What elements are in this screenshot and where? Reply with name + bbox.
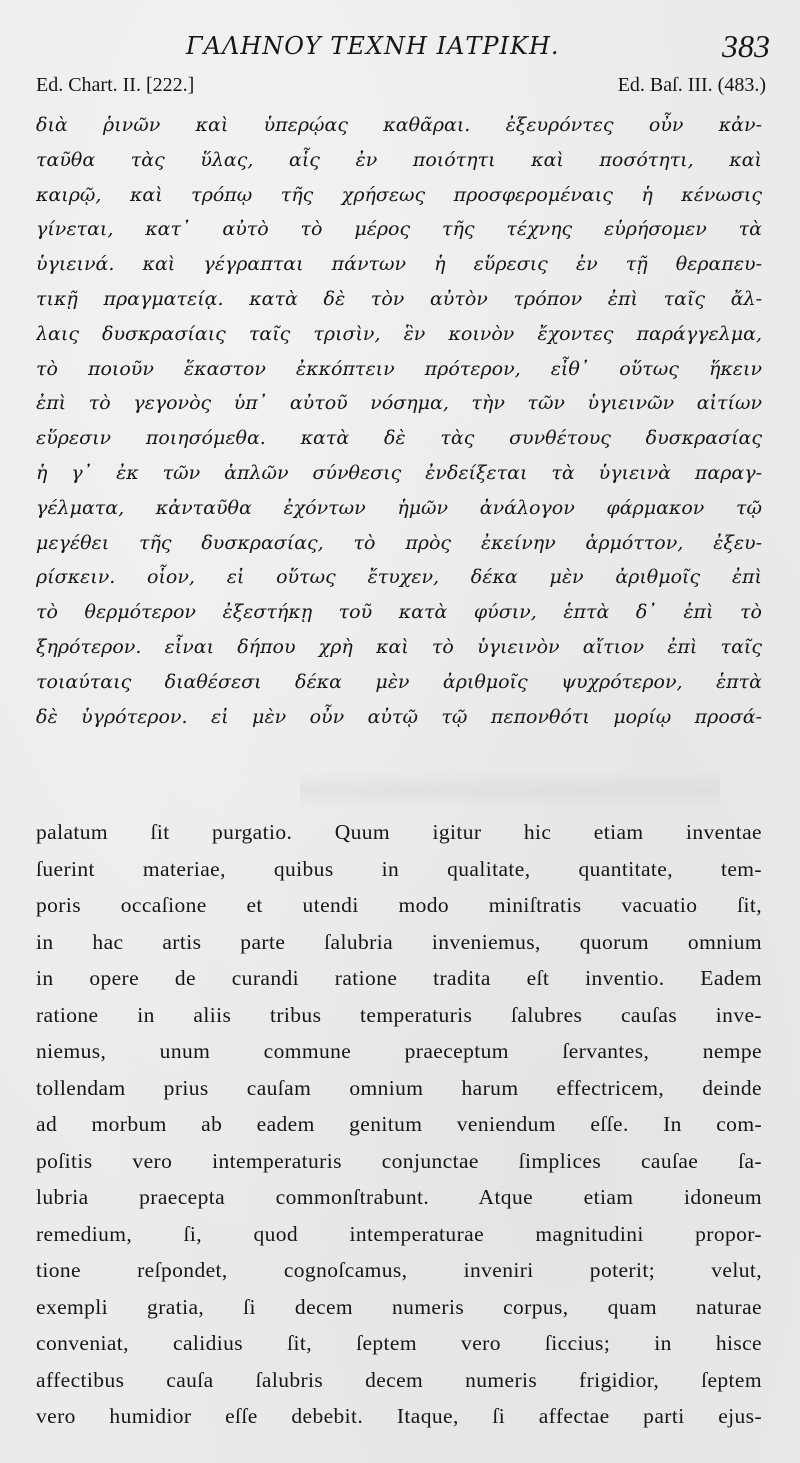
greek-text-line: εὕρεσιν ποιησόμεθα. κατὰ δὲ τὰς συνθέτους δυσκρασίας bbox=[36, 427, 762, 450]
greek-text-line: καιρῷ, καὶ τρόπῳ τῆς χρήσεως προσφερομέναις ἡ κένωσις bbox=[36, 183, 762, 206]
greek-text-line: τὸ θερμότερον ἐξεστήκῃ τοῦ κατὰ φύσιν, ἑπτὰ δ᾽ ἐπὶ τὸ bbox=[36, 601, 762, 624]
greek-text-line: διὰ ῥινῶν καὶ ὑπερῴας καθᾶραι. ἐξευρόντες οὖν κἀν- bbox=[36, 114, 762, 136]
latin-text-line: in opere de curandi ratione tradita eſt inventio. Eadem bbox=[36, 966, 762, 990]
greek-text-line: ξηρότερον. εἶναι δήπου χρὴ καὶ τὸ ὑγιεινὸν αἴτιον ἐπὶ ταῖς bbox=[36, 635, 762, 658]
latin-text-line: tollendam prius cauſam omnium harum effectricem, deinde bbox=[36, 1075, 762, 1100]
latin-text-line: remedium, ſi, quod intemperaturae magnitudini propor- bbox=[36, 1221, 762, 1246]
edition-references bbox=[36, 74, 766, 102]
latin-text-line: in hac artis parte ſalubria inveniemus, quorum omnium bbox=[36, 929, 762, 954]
greek-text-line: λαις δυσκρασίαις ταῖς τρισὶν, ἓν κοινὸν ἔχοντες παράγγελμα, bbox=[36, 322, 762, 345]
edition-basel-reference: Ed. Baſ. III. (483.) bbox=[617, 74, 766, 96]
latin-text-block bbox=[36, 814, 762, 1435]
latin-text-line: affectibus cauſa ſalubris decem numeris frigidior, ſeptem bbox=[36, 1367, 762, 1392]
greek-text-block bbox=[36, 108, 762, 734]
greek-text-line: τὸ ποιοῦν ἕκαστον ἐκκόπτειν πρότερον, εἶθ᾽ οὕτως ἥκειν bbox=[36, 357, 762, 380]
greek-text-line: γίνεται, κατ᾽ αὐτὸ τὸ μέρος τῆς τέχνης εὑρήσομεν τὰ bbox=[36, 218, 762, 241]
latin-text-line: lubria praecepta commonſtrabunt. Atque etiam idoneum bbox=[36, 1185, 762, 1209]
latin-text-line: ratione in aliis tribus temperaturis ſalubres cauſas inve- bbox=[36, 1002, 762, 1027]
greek-text-line: δὲ ὑγρότερον. εἰ μὲν οὖν αὐτῷ τῷ πεπονθότι μορίῳ προσά- bbox=[36, 705, 762, 728]
greek-text-line: γέλματα, κἀνταῦθα ἐχόντων ἡμῶν ἀνάλογον φάρμακον τῷ bbox=[36, 496, 762, 519]
show-through-shadow bbox=[300, 770, 720, 810]
greek-text-line: μεγέθει τῆς δυσκρασίας, τὸ πρὸς ἐκείνην ἁρμόττον, ἐξευ- bbox=[36, 531, 762, 554]
latin-text-line: ad morbum ab eadem genitum veniendum eſſe. In com- bbox=[36, 1112, 762, 1136]
latin-text-line: conveniat, calidius ſit, ſeptem vero ſiccius; in hisce bbox=[36, 1331, 762, 1355]
latin-text-line: ſuerint materiae, quibus in qualitate, quantitate, tem- bbox=[36, 856, 762, 881]
page-number: 383 bbox=[722, 28, 770, 64]
latin-text-line: palatum ſit purgatio. Quum igitur hic etiam inventae bbox=[36, 820, 762, 844]
greek-text-line: ἐπὶ τὸ γεγονὸς ὑπ᾽ αὐτοῦ νόσημα, τὴν τῶν ὑγιεινῶν αἰτίων bbox=[36, 392, 762, 415]
running-head bbox=[36, 28, 770, 68]
greek-text-line: τοιαύταις διαθέσεσι δέκα μὲν ἀριθμοῖς ψυχρότερον, ἑπτὰ bbox=[36, 670, 762, 693]
running-title: ΓΑΛΗΝΟΥ ΤΕΧΝΗ ΙΑΤΡΙΚΗ. bbox=[186, 32, 560, 60]
greek-text-line: ρίσκειν. οἷον, εἰ οὕτως ἔτυχεν, δέκα μὲν ἀριθμοῖς ἐπὶ bbox=[36, 566, 762, 589]
greek-text-line: ταῦθα τὰς ὕλας, αἷς ἐν ποιότητι καὶ ποσότητι, καὶ bbox=[36, 148, 762, 171]
latin-text-line: poris occaſione et utendi modo miniſtratis vacuatio ſit, bbox=[36, 893, 762, 917]
latin-text-line: tione reſpondet, cognoſcamus, inveniri poterit; velut, bbox=[36, 1258, 762, 1282]
greek-text-line: τικῇ πραγματείᾳ. κατὰ δὲ τὸν αὐτὸν τρόπον ἐπὶ ταῖς ἄλ- bbox=[36, 287, 762, 310]
latin-text-line: niemus, unum commune praeceptum ſervantes, nempe bbox=[36, 1039, 762, 1063]
edition-chart-reference: Ed. Chart. II. [222.] bbox=[36, 74, 195, 96]
latin-text-line: poſitis vero intemperaturis conjunctae ſimplices cauſae ſa- bbox=[36, 1148, 762, 1173]
latin-text-line: exempli gratia, ſi decem numeris corpus, quam naturae bbox=[36, 1294, 762, 1319]
latin-text-line: vero humidior eſſe debebit. Itaque, ſi affectae parti ejus- bbox=[36, 1404, 762, 1428]
greek-text-line: ὑγιεινά. καὶ γέγραπται πάντων ἡ εὕρεσις ἐν τῇ θεραπευ- bbox=[36, 253, 762, 276]
greek-text-line: ἡ γ᾽ ἐκ τῶν ἁπλῶν σύνθεσις ἐνδείξεται τὰ ὑγιεινὰ παραγ- bbox=[36, 461, 762, 484]
